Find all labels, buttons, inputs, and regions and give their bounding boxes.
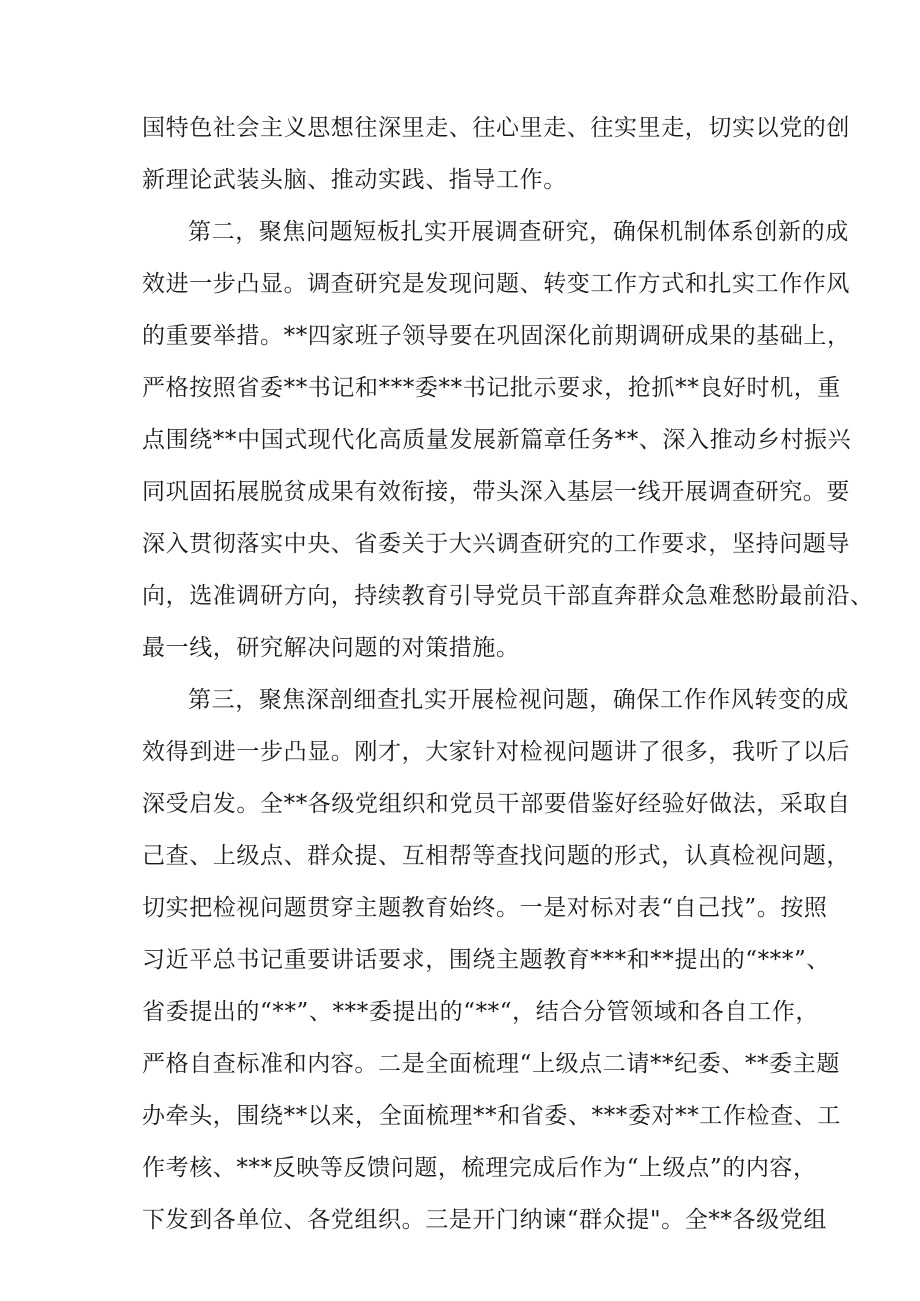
text-line-19: 严格自查标准和内容。二是全面梳理“上级点二请**纪委、**委主题 — [142, 1051, 840, 1077]
text-line-15: 己查、上级点、群众提、互相帮等查找问题的形式，认真检视问题， — [142, 843, 850, 869]
text-line-6: 严格按照省委**书记和***委**书记批示要求，抢抓**良好时机，重 — [142, 375, 841, 401]
text-line-7: 点围绕**中国式现代化高质量发展新篇章任务**、深入推动乡村振兴 — [142, 427, 852, 453]
text-line-1: 国特色社会主义思想往深里走、往心里走、往实里走，切实以党的创 — [142, 115, 850, 141]
text-line-4: 效进一步凸显。调查研究是发现问题、转变工作方式和扎实工作作风 — [142, 271, 850, 297]
text-line-21: 作考核、***反映等反馈问题，梳理完成后作为“上级点”的内容， — [142, 1155, 817, 1181]
text-line-17: 习近平总书记重要讲话要求，围绕主题教育***和**提出的“***”、 — [142, 947, 830, 973]
text-line-13: 效得到进一步凸显。刚才，大家针对检视问题讲了很多，我听了以后 — [142, 739, 850, 765]
text-line-14: 深受启发。全**各级党组织和党员干部要借鉴好经验好做法，采取自 — [142, 791, 851, 817]
text-line-20: 办牵头，围绕**以来，全面梳理**和省委、***委对**工作检查、工 — [142, 1103, 841, 1129]
text-line-9: 深入贯彻落实中央、省委关于大兴调查研究的工作要求，坚持问题导 — [142, 531, 850, 557]
text-line-8: 同巩固拓展脱贫成果有效衔接，带头深入基层一线开展调查研究。要 — [142, 479, 850, 505]
text-line-16: 切实把检视问题贯穿主题教育始终。一是对标对表“自己找”。按照 — [142, 895, 828, 921]
paragraph-2-first-line: 第二，聚焦问题短板扎实开展调查研究，确保机制体系创新的成 — [188, 219, 849, 245]
text-line-18: 省委提出的“**”、***委提出的“**“，结合分管领域和各自工作， — [142, 999, 819, 1025]
text-line-2: 新理论武装头脑、推动实践、指导工作。 — [142, 167, 567, 193]
text-line-5: 的重要举措。**四家班子领导要在巩固深化前期调研成果的基础上， — [142, 323, 851, 349]
text-line-11: 最一线，研究解决问题的对策措施。 — [142, 635, 520, 661]
text-line-22: 下发到各单位、各党组织。三是开门纳谏“群众提"。全**各级党组 — [142, 1207, 827, 1233]
paragraph-3-first-line: 第三，聚焦深剖细查扎实开展检视问题，确保工作作风转变的成 — [188, 687, 849, 713]
text-line-10: 向，选准调研方向，持续教育引导党员干部直奔群众急难愁盼最前沿、 — [142, 583, 874, 609]
